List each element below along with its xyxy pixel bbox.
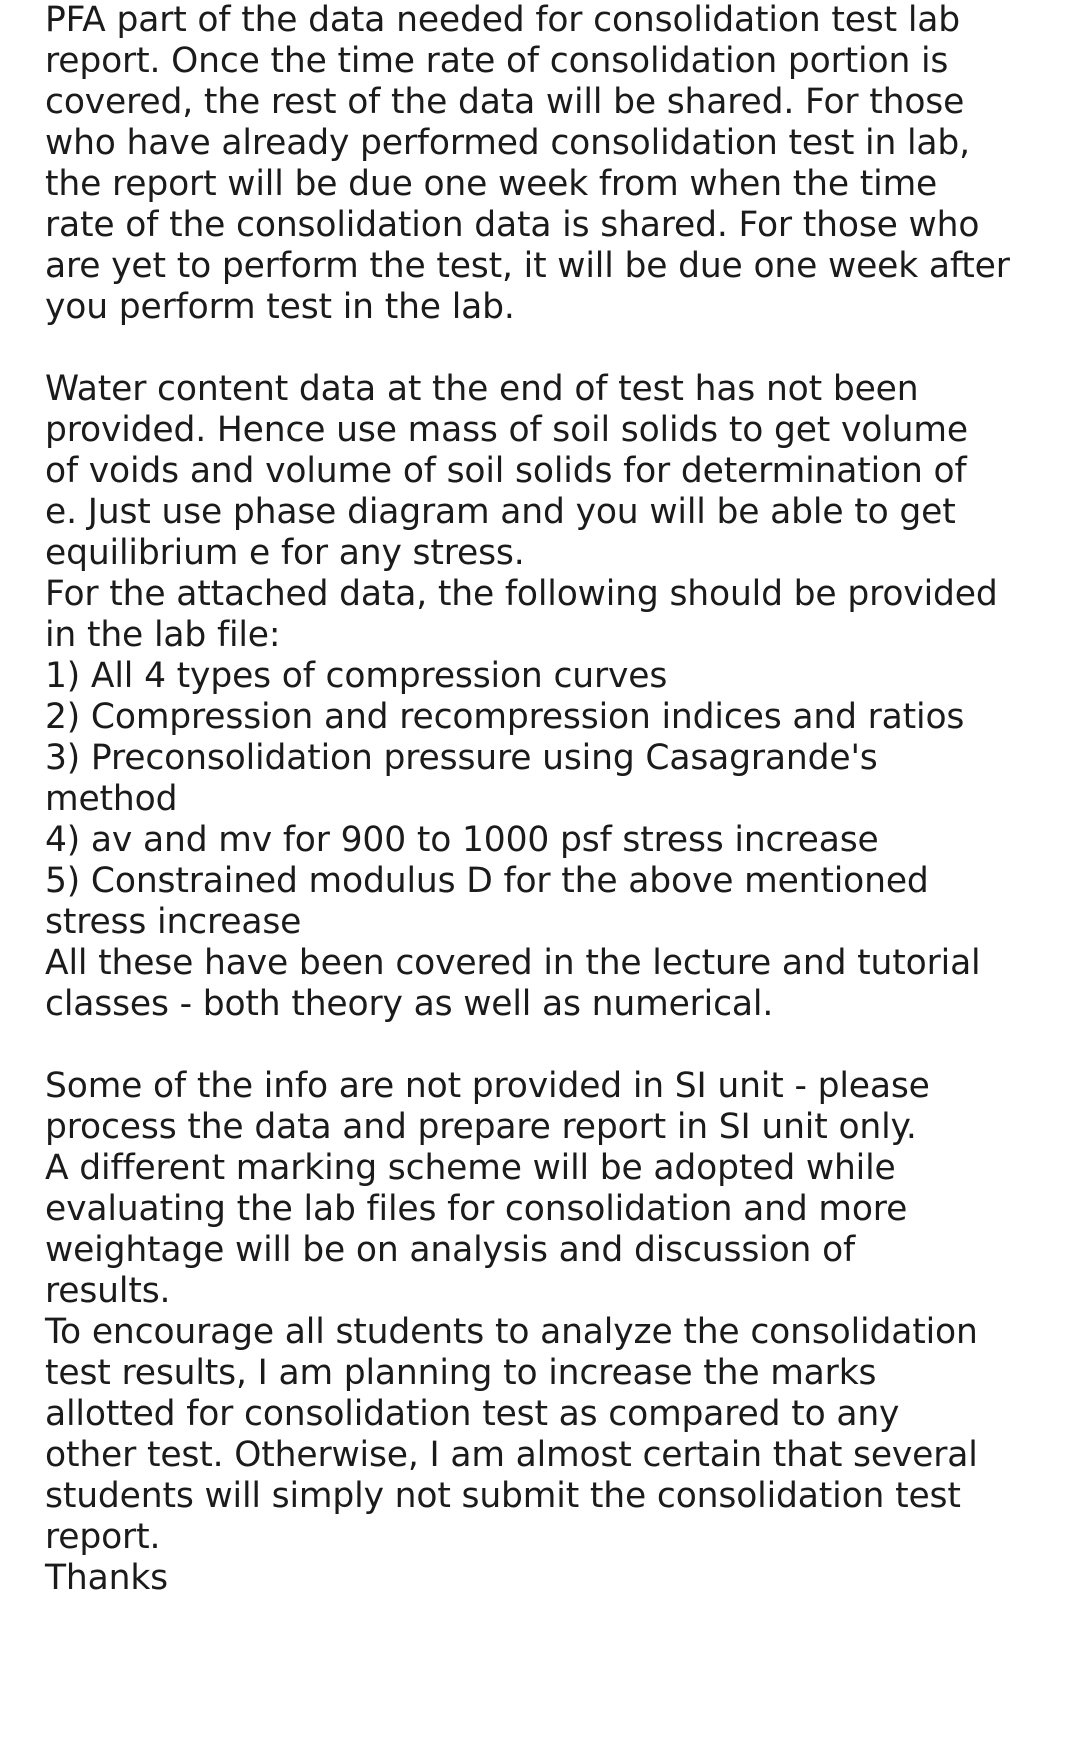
message-line: e. Just use phase diagram and you will be able to get <box>45 492 956 532</box>
message-line: you perform test in the lab. <box>45 287 515 327</box>
message-line: students will simply not submit the consolidation test <box>45 1476 961 1516</box>
message-line: To encourage all students to analyze the consolidation <box>45 1312 978 1352</box>
message-line: in the lab file: <box>45 615 281 655</box>
message-line: are yet to perform the test, it will be due one week after <box>45 246 1010 286</box>
message-line: Thanks <box>45 1558 169 1598</box>
message-line: equilibrium e for any stress. <box>45 533 525 573</box>
message-line: who have already performed consolidation test in lab, <box>45 123 970 163</box>
list-item: 4) av and mv for 900 to 1000 psf stress increase <box>45 820 879 860</box>
list-item: stress increase <box>45 902 302 942</box>
message-line: test results, I am planning to increase the marks <box>45 1353 877 1393</box>
message-line: other test. Otherwise, I am almost certain that several <box>45 1435 978 1475</box>
message-line: results. <box>45 1271 171 1311</box>
message-line: of voids and volume of soil solids for determination of <box>45 451 967 491</box>
message-line: covered, the rest of the data will be shared. For those <box>45 82 965 122</box>
message-line: rate of the consolidation data is shared. For those who <box>45 205 980 245</box>
message-line: allotted for consolidation test as compared to any <box>45 1394 900 1434</box>
message-line: classes - both theory as well as numerical. <box>45 984 774 1024</box>
message-line: process the data and prepare report in SI unit only. <box>45 1107 917 1147</box>
list-item: 5) Constrained modulus D for the above mentioned <box>45 861 929 901</box>
message-line: report. <box>45 1517 161 1557</box>
message-line: weightage will be on analysis and discussion of <box>45 1230 856 1270</box>
list-item: 1) All 4 types of compression curves <box>45 656 668 696</box>
message-line: A different marking scheme will be adopted while <box>45 1148 896 1188</box>
list-item: 2) Compression and recompression indices and ratios <box>45 697 965 737</box>
message-line: Water content data at the end of test has not been <box>45 369 919 409</box>
message-line: PFA part of the data needed for consolidation test lab <box>45 0 960 40</box>
message-line: Some of the info are not provided in SI unit - please <box>45 1066 930 1106</box>
message-line: the report will be due one week from when the time <box>45 164 938 204</box>
message-line: For the attached data, the following should be provided <box>45 574 998 614</box>
list-item: 3) Preconsolidation pressure using Casagrande's <box>45 738 878 778</box>
message-line: evaluating the lab files for consolidation and more <box>45 1189 908 1229</box>
list-item: method <box>45 779 178 819</box>
message-line: provided. Hence use mass of soil solids to get volume <box>45 410 968 450</box>
message-line: report. Once the time rate of consolidation portion is <box>45 41 949 81</box>
message-line: All these have been covered in the lecture and tutorial <box>45 943 981 983</box>
